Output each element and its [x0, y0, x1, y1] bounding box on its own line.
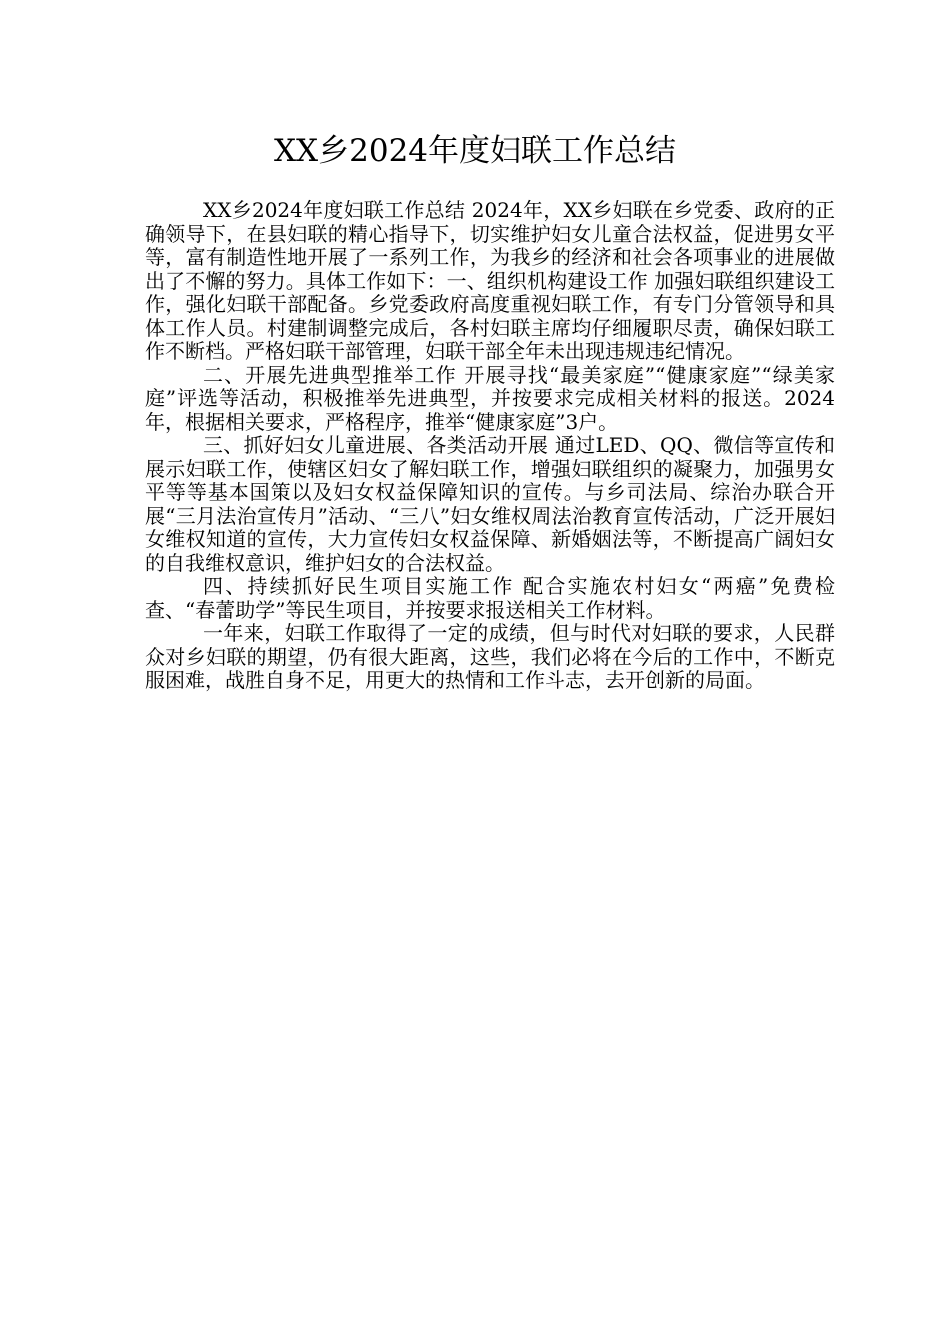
paragraph-section-3: 三、抓好妇女儿童进展、各类活动开展 通过LED、QQ、微信等宣传和展示妇联工作，使辖区妇女了解妇联工作，增强妇联组织的凝聚力，加强男女平等等基本国策以及妇女权益保障知识的宣传。与乡司法局、综治办联合开展“三月法治宣传月”活动、“三八”妇女维权周法治教育宣传活动，广泛开展妇女维权知道的宣传，大力宣传妇女权益保障、新婚姻法等，不断提高广阔妇女的自我维权意识，维护妇女的合法权益。 — [145, 433, 835, 575]
paragraph-conclusion: 一年来，妇联工作取得了一定的成绩，但与时代对妇联的要求，人民群众对乡妇联的期望，仍有很大距离，这些，我们必将在今后的工作中，不断克服困难，战胜自身不足，用更大的热情和工作斗志，去开创新的局面。 — [145, 621, 835, 692]
paragraph-section-2: 二、开展先进典型推举工作 开展寻找“最美家庭”“健康家庭”“绿美家庭”评选等活动，积极推举先进典型，并按要求完成相关材料的报送。2024年，根据相关要求，严格程序，推举“健康家庭”3户。 — [145, 362, 835, 434]
document-title: XX乡2024年度妇联工作总结 — [273, 133, 677, 169]
paragraph-section-4: 四、持续抓好民生项目实施工作 配合实施农村妇女“两癌”免费检查、“春蕾助学”等民生项目，并按要求报送相关工作材料。 — [145, 574, 835, 622]
document-body — [145, 199, 835, 693]
paragraph-intro: XX乡2024年度妇联工作总结 2024年，XX乡妇联在乡党委、政府的正确领导下，在县妇联的精心指导下，切实维护妇女儿童合法权益，促进男女平等，富有制造性地开展了一系列工作，为我乡的经济和社会各项事业的进展做出了不懈的努力。具体工作如下：一、组织机构建设工作 加强妇联组织建设工作，强化妇联干部配备。乡党委政府高度重视妇联工作，有专门分管领导和具体工作人员。村建制调整完成后，各村妇联主席均仔细履职尽责，确保妇联工作不断档。严格妇联干部管理，妇联干部全年未出现违规违纪情况。 — [145, 198, 835, 363]
